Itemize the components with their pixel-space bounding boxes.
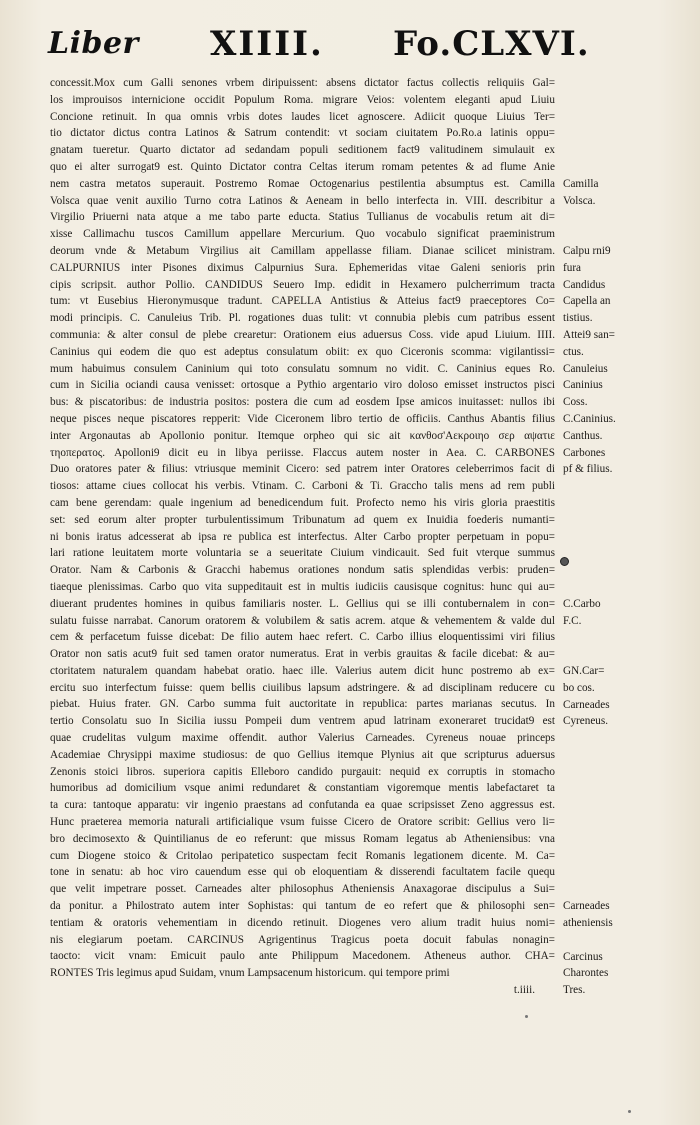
text-line: bro decimosexto & Quintilianus de eo referunt: que missus Romam legatus ab Atheniensibus: vna xyxy=(50,832,555,845)
margin-note-line: pf & filius. xyxy=(563,463,613,476)
margin-note-line: Calpu rni9 xyxy=(563,245,611,257)
text-line: tio dictator dictus contra Latinos & Satrum contendit: vt sociam ciuitatem Po.Ro.a latinis oppu= xyxy=(50,127,555,140)
text-line: cum Diogene stoico & Critolao peripatetico suspectam fecit Romanis legationem dicente. M. Ca= xyxy=(50,849,555,862)
margin-note-line: Canthus. xyxy=(563,429,603,442)
text-line: Academiae Chrysippi maxime studiosus: de quo Gellius itemque Plynius ait que scripturus aduersus xyxy=(50,748,555,761)
text-line: tiaeque plenissimas. Carbo quo vita suppeditauit est in multis iudiciis causisque cognitus: hunc qui au= xyxy=(50,580,555,593)
text-line: CALPURNIUS inter Pisones diximus Calpurnius Sura. Ephemeridas vitae Galeni senioris prin xyxy=(50,261,555,274)
margin-note-line: Attei9 san= xyxy=(563,329,615,341)
text-line: gnatam tueretur. Quarto dictator ad sedandam populi seditionem fact9 valitudinem simulauit ex xyxy=(50,144,555,157)
text-line: diuerant prudentes homines in quibus familiaris noster. L. Gellius qui se illi contubernalem in con= xyxy=(50,597,555,610)
text-line: Zenonis stoici libros. superiora capitis Elleboro candido purgauit: nequid ex corruptis in stomacho xyxy=(50,765,555,778)
margin-note-line: Carcinus xyxy=(563,950,603,963)
text-line: tiosos: attame ciues collocat his verbis. Vtinam. C. Carboni & Ti. Graccho talis mens ad rem publi xyxy=(50,480,555,493)
text-line: da ponitur. a Philostrato autem inter Sophistas: qui tantum de eo refert que & philosophi sen= xyxy=(50,900,555,913)
text-line: Volsca quae venit auxilio Turno cotra Latinos & Aeneam in bello interfecta in. VIII. describitur a xyxy=(50,194,555,207)
margin-note-line: Tres. xyxy=(563,984,586,997)
text-line: neque pisces neque piscatores repperit: Vide Ciceronem libro tertio de officiis. Canthus Abantis filius xyxy=(50,412,555,425)
margin-note xyxy=(563,361,673,411)
text-line: sulatu fuisse narrabat. Canorum oratorem & volubilem & satis acrem. atque & vehementem & valde dul xyxy=(50,614,555,627)
margin-note-line: Cyreneus. xyxy=(563,715,609,728)
text-line: bus: & piscatoribus: de industria positos: postera die cum ad eosdem Ipse amicos inuitasset: nullos ibi xyxy=(50,396,555,409)
margin-note-line: fura xyxy=(563,261,582,274)
margin-note-line: Canuleius xyxy=(563,362,608,375)
text-line: tertio Consolatu suo In Sicilia iussu Pompeii dum ventrem apud latrinam exoneraret trucidat9 est xyxy=(50,715,555,728)
margin-note xyxy=(563,663,673,730)
margin-note xyxy=(563,411,673,478)
text-line: ni bonis iratus adcesserat ab ipsa re publica est interfectus. Alter Carbo propter perpetuam in popu= xyxy=(50,530,555,543)
margin-note-line: Carbones xyxy=(563,446,606,459)
text-line: tentiam & oratoris vehementiam in dicendo retinuit. Diogenes vero alium tradit huius nomi= xyxy=(50,916,555,929)
text-line: ercitu suo interfectum fuisse: quem bellis ciuilibus lapsum adstringere. & ad disciplinam reducere cu xyxy=(50,681,555,694)
text-line: cum in Sicilia ociandi causa venisset: ortosque a Pythio argentario viro doloso emisset instructos pisci xyxy=(50,379,555,392)
text-line: ta cura: tantoque apparatu: vir ingenio praestans ad confutanda ea quae scripsisset Zeno aggressus est. xyxy=(50,799,555,812)
margin-note-line: Carneades xyxy=(563,698,610,711)
text-line: humoribus ad domicilium vsque animi redundaret & constantiam vigoremque mentis labefactaret ta xyxy=(50,782,555,795)
text-line: que velit impetrare posset. Carneades alter philosophus Atheniensis Anaxagorae discipulus a Sui= xyxy=(50,883,555,896)
pilcrow-mark-icon xyxy=(560,557,569,566)
margin-note-line: ctus. xyxy=(563,345,584,358)
margin-note xyxy=(563,949,673,999)
margin-note xyxy=(563,176,673,210)
header-book-number: XIIII. xyxy=(210,24,324,64)
text-line: cem & perfacetum fuisse dicebat: De filio autem haec refert. C. Carbo illius eloquentissimi viri filius xyxy=(50,631,555,644)
text-line: Virgilio Priuerni nata atque a me tabo parte educta. Statius Tullianus de vocabulis retum ait di= xyxy=(50,211,555,224)
text-line: tone in senatu: ab hoc viro cauendum esse qui ob eloquentiam & disserendi facultatem facile quequ xyxy=(50,866,555,879)
text-line: Orator. Nam & Carbonis & Gracchi habemus orationes nondum satis splendidas verbis: pruden= xyxy=(50,564,555,577)
text-line: ctoritatem naturalem quandam habebat oratio. haec ille. Valerius autem dicit hunc postremo ab ex= xyxy=(50,664,555,677)
header-folio: Fo.CLXVI. xyxy=(393,24,590,64)
text-line: inter Argonautas ab Apollonio ponitur. Itemque orpheo qui sic ait κανθοσ'Αεκροιηο σερ αψατιε xyxy=(50,429,555,442)
margin-note-line: Coss. xyxy=(563,396,588,409)
text-line: Orator non satis acut9 fuit sed tamen orator numeratus. Erat in verbis grauitas & facile dicebat: & au= xyxy=(50,648,555,661)
text-line: Caninius qui eodem die quo est adeptus consulatum obiit: ex quo Ciceronis scomma: vigilantissi= xyxy=(50,345,555,358)
margin-note-line: Camilla xyxy=(563,177,599,190)
catchword: t.iiii. xyxy=(513,984,535,997)
margin-note xyxy=(563,277,673,327)
margin-note-line: Charontes xyxy=(563,967,609,980)
text-line: tum: vt Eusebius Hieronymusque tradunt. CAPELLA Antistius & Atteius fact9 praeceptores Co= xyxy=(50,295,555,308)
text-line: lari ratione leuitatem morte voluntaria se a seueritate Ciuium vindicauit. Sed fuit vterque summus xyxy=(50,547,555,560)
text-line: nem castra metatos superauit. Postremo Romae Octogenarius pestilentia absumptus est. Camilla xyxy=(50,177,555,190)
text-line: concessit.Mox cum Galli senones vrbem diripuissent: absens dictator factus collectis reliquiis Gal= xyxy=(50,77,555,89)
text-line: deorum vnde & Metabum Virgilius ait Camillam appellasse filiam. Dianae scilicet ministram. xyxy=(50,244,555,257)
text-line: cipis scripsit. author Pollio. CANDIDUS Seuero Imp. edidit in Hexamero pulcherrimum tracta xyxy=(50,278,555,291)
margin-note-line: C.Caninius. xyxy=(563,413,616,425)
text-line: RONTES Tris legimus apud Suidam, vnum Lampsacenum historicum. qui tempore primi xyxy=(50,967,450,980)
margin-note-line: GN.Car= xyxy=(563,665,605,677)
margin-note xyxy=(563,243,673,277)
text-line: piebat. Huius frater. GN. Carbo summa fuit auctoritate in republica: partes marianas secutus. In xyxy=(50,698,555,711)
text-line: quae crudelitas vulgum maxime offendit. author Valerius Carneades. Cyreneus nouae princeps xyxy=(50,732,555,745)
running-header xyxy=(48,22,588,66)
margin-note-line: Caninius xyxy=(563,379,603,392)
text-line: Concione retinuit. In qua omnis vrbis dotes laudes licet agnoscere. Adiicit quoque Liuius Ter= xyxy=(50,110,555,123)
ink-speck xyxy=(628,1110,631,1113)
margin-note-line: C.Carbo xyxy=(563,597,601,610)
margin-note xyxy=(563,596,673,630)
text-line: Hunc praeterea memoria naturali artificialique vsum fuisse Cicero de Oratore scribit: Gellius vero li= xyxy=(50,816,555,829)
margin-note xyxy=(563,898,673,932)
ink-speck xyxy=(525,1015,528,1018)
text-line: xisse Callimachu tuscos Camillum appellare Mercurium. Quo vocabulo significat praeministrum xyxy=(50,228,555,241)
margin-note-line: Candidus xyxy=(563,278,606,291)
margin-note-line: bo cos. xyxy=(563,681,595,694)
text-line: nis elegiarum poetam. CARCINUS Agrigentinus Tragicus poeta docuit fabulas nonagin= xyxy=(50,933,555,946)
text-line: mum habuimus consulem Caninium qui toto consulatu somnum no vidit. C. Caninius eques Ro. xyxy=(50,362,555,375)
header-liber: Liber xyxy=(48,26,139,61)
text-line: cam bene gerendam: quale ingenium ad benedicendum fuit. Profecto nemo his viris gloria praestitis xyxy=(50,496,555,509)
text-line: set: sed eorum alter propter turbulentissimum Tribunatum ad quem ex Inuidia foederis numanti= xyxy=(50,513,555,526)
margin-note-line: tistius. xyxy=(563,312,593,325)
margin-note-line: atheniensis xyxy=(563,916,613,929)
text-line: τηοπερατος. Apolloni9 dicit eu in libya periisse. Flaccus autem noster in Aea. C. CARBONES xyxy=(50,446,555,459)
text-line: quo ei alter surrogat9 est. Quinto Dictator contra Celtas iterum romam petentes & ad flume Anie xyxy=(50,160,555,173)
text-line: taocto: vicit vnam: Emicuit paulo ante Philippum Macedonem. Atheneus author. CHA= xyxy=(50,950,555,963)
margin-note xyxy=(563,327,673,361)
margin-note-line: Volsca. xyxy=(563,194,596,207)
text-line: communia: & alter consul de plebe crearetur: Orationem eius aduersus Coss. vide apud Liuium. IIII. xyxy=(50,328,555,341)
text-line: Duo oratores pater & filius: vtriusque meminit Cicero: sed patrem inter Oratores celeberrimos facit di xyxy=(50,463,555,476)
margin-note-line: Capella an xyxy=(563,295,611,308)
margin-note-line: Carneades xyxy=(563,900,610,913)
margin-note-line: F.C. xyxy=(563,614,582,627)
main-text-block xyxy=(50,75,555,999)
text-line: los improuisos internicione occidit Populum Roma. migrare Veios: volentem eleganti apud Liuiu xyxy=(50,93,555,106)
text-line: modi principis. C. Canuleius Trib. Pl. rogationes duas tulit: vt connubia plebis cum patribus essent xyxy=(50,312,555,325)
